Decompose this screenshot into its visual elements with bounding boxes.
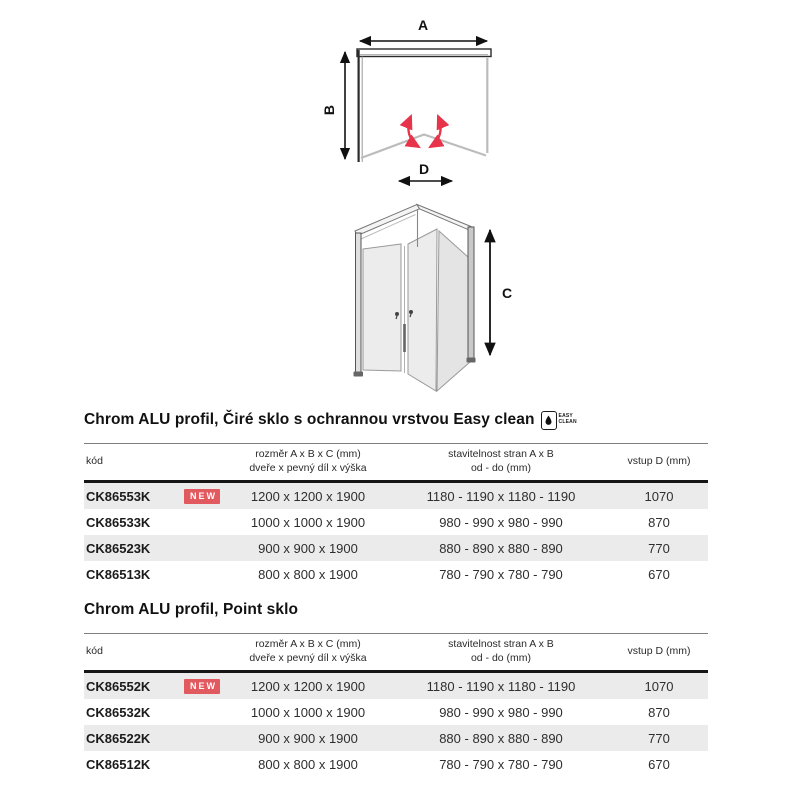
col-header-vstup: vstup D (mm) (610, 444, 708, 482)
adjust-value: 980 - 990 x 980 - 990 (439, 514, 563, 530)
new-badge: NEW (184, 489, 220, 504)
product-code: CK86512K (86, 756, 151, 772)
product-table-easy-clean (84, 443, 708, 587)
adjust-value: 1180 - 1190 x 1180 - 1190 (426, 678, 576, 694)
entry-value: 770 (648, 730, 670, 746)
size-value: 1200 x 1200 x 1900 (250, 488, 366, 504)
table-row (84, 725, 708, 751)
product-code: CK86523K (86, 540, 151, 556)
new-badge: NEW (184, 679, 220, 694)
top-wall-profile (357, 49, 491, 57)
product-table-point-sklo (84, 633, 708, 777)
table-row (84, 751, 708, 777)
plan-view-diagram (321, 17, 491, 181)
left-wall-profile (359, 50, 363, 162)
easy-clean-icon (541, 411, 577, 430)
entry-value: 1070 (644, 678, 674, 694)
adjust-value: 780 - 790 x 780 - 790 (439, 566, 563, 582)
top-rails (355, 205, 471, 248)
folding-doors-line (361, 135, 486, 159)
size-value: 800 x 800 x 1900 (258, 566, 358, 582)
header-row (84, 634, 708, 672)
entry-value: 870 (648, 704, 670, 720)
adjust-value: 1180 - 1190 x 1180 - 1190 (426, 488, 576, 504)
product-code: CK86513K (86, 566, 151, 582)
table-row (84, 672, 708, 700)
col-header-rozmer: rozměr A x B x C (mm) dveře x pevný díl x výška (224, 634, 392, 672)
adjust-value: 780 - 790 x 780 - 790 (439, 756, 563, 772)
size-value: 900 x 900 x 1900 (258, 730, 358, 746)
door-swing-arrows-icon (408, 116, 440, 147)
entry-value: 1070 (644, 488, 674, 504)
section-title: Chrom ALU profil, Point sklo (84, 601, 299, 618)
product-code: CK86522K (86, 730, 151, 746)
droplet-icon (541, 411, 557, 430)
iso-view-diagram (354, 205, 513, 392)
size-value: 1200 x 1200 x 1900 (250, 678, 366, 694)
col-header-kod: kód (84, 444, 224, 482)
table-row (84, 699, 708, 725)
product-code: CK86532K (86, 704, 151, 720)
size-value: 800 x 800 x 1900 (258, 756, 358, 772)
left-vertical-profile (354, 233, 364, 377)
door-panel-right (408, 229, 437, 391)
section-title: Chrom ALU profil, Čiré sklo s ochrannou vrstvou Easy clean (84, 411, 535, 428)
entry-value: 770 (648, 540, 670, 556)
dim-label-a: A (417, 17, 429, 33)
size-value: 900 x 900 x 1900 (258, 540, 358, 556)
product-code: CK86533K (86, 514, 151, 530)
easy-clean-text-2: CLEAN (558, 419, 577, 425)
table-row (84, 535, 708, 561)
col-header-stavitelnost: stavitelnost stran A x B od - do (mm) (392, 444, 610, 482)
table-row (84, 509, 708, 535)
dim-label-c: C (501, 285, 513, 301)
entry-value: 670 (648, 566, 670, 582)
section-point-sklo (84, 600, 708, 777)
right-vertical-profile (467, 227, 476, 363)
product-code: CK86552K (86, 678, 151, 694)
dim-label-b: B (321, 104, 337, 116)
product-code: CK86553K (86, 488, 151, 504)
col-header-vstup: vstup D (mm) (610, 634, 708, 672)
header-row (84, 444, 708, 482)
col-header-rozmer: rozměr A x B x C (mm) dveře x pevný díl x výška (224, 444, 392, 482)
adjust-value: 880 - 890 x 880 - 890 (439, 730, 563, 746)
adjust-value: 980 - 990 x 980 - 990 (439, 704, 563, 720)
easy-clean-text-1: EASY (558, 413, 573, 420)
shower-diagrams (300, 8, 540, 408)
door-panel-left (363, 244, 401, 371)
section-easy-clean (84, 410, 708, 587)
size-value: 1000 x 1000 x 1900 (250, 704, 366, 720)
table-row (84, 482, 708, 510)
dim-label-d: D (418, 161, 430, 177)
adjust-value: 880 - 890 x 880 - 890 (439, 540, 563, 556)
col-header-kod: kód (84, 634, 224, 672)
entry-value: 670 (648, 756, 670, 772)
col-header-stavitelnost: stavitelnost stran A x B od - do (mm) (392, 634, 610, 672)
entry-value: 870 (648, 514, 670, 530)
size-value: 1000 x 1000 x 1900 (250, 514, 366, 530)
side-panel (437, 231, 470, 391)
table-row (84, 561, 708, 587)
